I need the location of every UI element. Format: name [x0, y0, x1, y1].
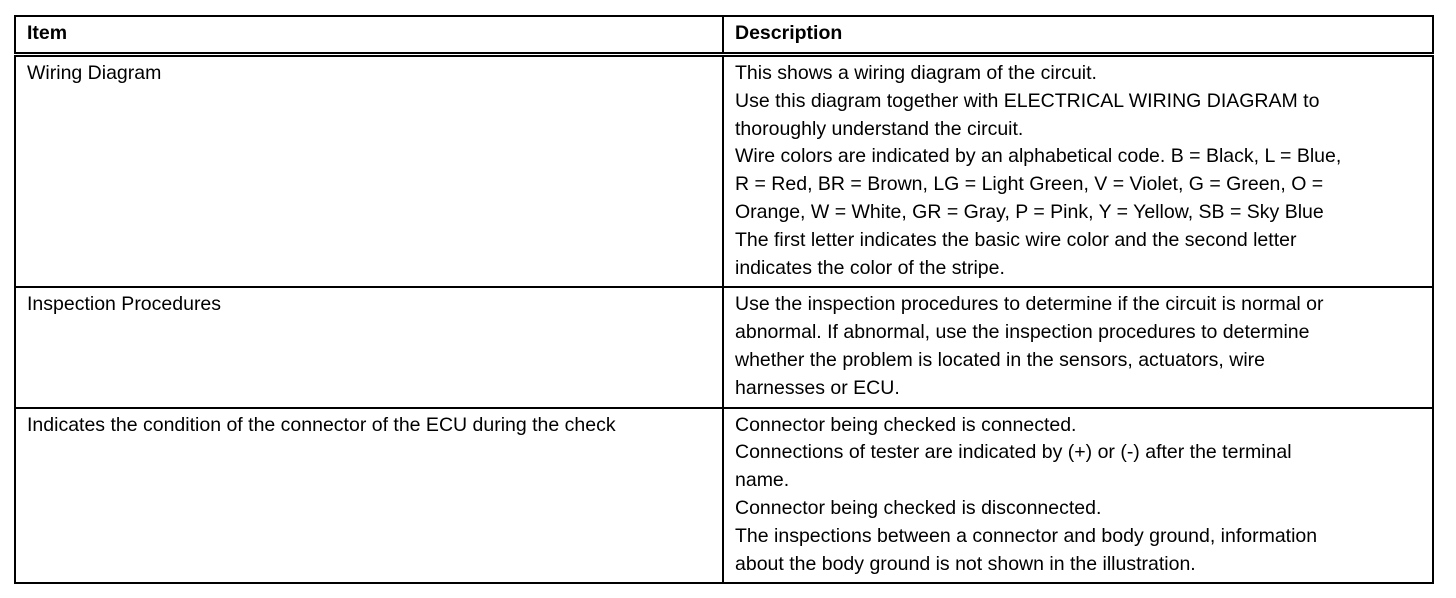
- description-line: harnesses or ECU.: [735, 376, 900, 399]
- description-line: whether the problem is located in the sensors, actuators, wire: [735, 348, 1266, 371]
- table-body: [15, 55, 1433, 584]
- description-cell: [723, 55, 1433, 288]
- table-row-inspection-procedures: [15, 287, 1433, 407]
- item-description-table: [14, 15, 1434, 584]
- header-row: [15, 16, 1433, 55]
- table-row-wiring-diagram: [15, 55, 1433, 288]
- description-line: The first letter indicates the basic wire color and the second letter: [735, 228, 1297, 251]
- item-label: Indicates the condition of the connector of the ECU during the check: [27, 413, 616, 436]
- description-line: abnormal. If abnormal, use the inspection procedures to determine: [735, 321, 1310, 344]
- item-label: Inspection Procedures: [27, 293, 222, 316]
- table-row-connector-condition: [15, 408, 1433, 584]
- description-line: Use this diagram together with ELECTRICAL WIRING DIAGRAM to: [735, 89, 1320, 112]
- header-description: Description: [723, 16, 1433, 55]
- description-line: This shows a wiring diagram of the circuit.: [735, 62, 1097, 84]
- description-line: about the body ground is not shown in the illustration.: [735, 552, 1196, 575]
- item-cell: [15, 287, 723, 407]
- header-item: Item: [15, 16, 723, 55]
- item-cell: [15, 55, 723, 288]
- description-line: Use the inspection procedures to determine if the circuit is normal or: [735, 293, 1324, 316]
- description-cell: [723, 408, 1433, 584]
- description-line: Connections of tester are indicated by (+) or (-) after the terminal: [735, 441, 1292, 464]
- description-line: The inspections between a connector and body ground, information: [735, 524, 1318, 547]
- description-line: Wire colors are indicated by an alphabetical code. B = Black, L = Blue,: [735, 145, 1342, 168]
- description-line: thoroughly understand the circuit.: [735, 117, 1024, 140]
- item-cell: [15, 408, 723, 584]
- description-line: Connector being checked is connected.: [735, 413, 1077, 436]
- description-line: indicates the color of the stripe.: [735, 256, 1005, 279]
- item-label: Wiring Diagram: [27, 62, 162, 84]
- description-line: Connector being checked is disconnected.: [735, 496, 1102, 519]
- description-line: R = Red, BR = Brown, LG = Light Green, V = Violet, G = Green, O =: [735, 173, 1324, 196]
- description-line: name.: [735, 469, 790, 492]
- description-line: Orange, W = White, GR = Gray, P = Pink, Y = Yellow, SB = Sky Blue: [735, 200, 1324, 223]
- description-cell: [723, 287, 1433, 407]
- table-header: [15, 16, 1433, 55]
